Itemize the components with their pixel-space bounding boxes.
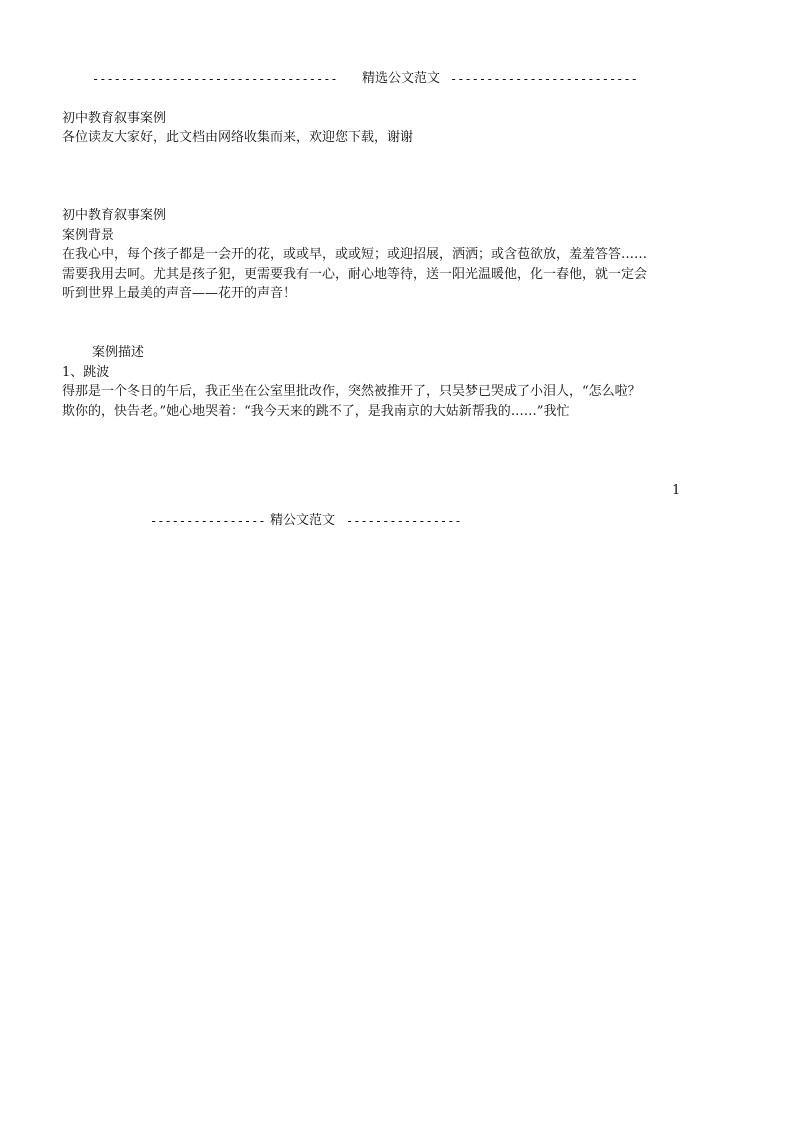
header-dashes-right: -------------------------- [450,72,638,86]
body-line: 欺你的，快告老。”她心地哭着：“我今天来的跳不了，是我南京的大姑新帮我的……”我忙 [62,404,570,419]
item-title: 1、跳波 [62,365,110,380]
body-line: 听到世界上最美的声音——花开的声音！ [62,286,297,301]
body-line: 得那是一个冬日的午后，我正坐在公室里批改作，突然被推开了，只吴梦已哭成了小泪人，“怎么啦？ [62,384,641,399]
footer-dashes-right: ---------------- [346,514,462,528]
section-heading: 案例描述 [92,345,145,360]
section-title: 初中教育叙事案例 [62,208,167,223]
intro-greeting: 各位读友大家好，此文档由网络收集而来，欢迎您下载，谢谢 [62,130,414,145]
body-line: 需要我用去呵。尤其是孩子犯，更需要我有一心，耐心地等待，送一阳光温暖他，化一春他，就一定会 [62,267,648,282]
body-line: 在我心中，每个孩子都是一会开的花，或或早，或或短；或迎招展，洒洒；或含苞欲放，羞羞答答…… [62,247,648,262]
header-title: 精选公文范文 [362,71,441,86]
footer-dashes-left: ---------------- [150,514,266,528]
intro-title: 初中教育叙事案例 [62,111,167,126]
header-dashes-left: ---------------------------------- [92,72,338,86]
footer-title: 精公文范文 [270,513,336,528]
page-number: 1 [672,483,681,498]
section-subtitle: 案例背景 [62,228,115,243]
